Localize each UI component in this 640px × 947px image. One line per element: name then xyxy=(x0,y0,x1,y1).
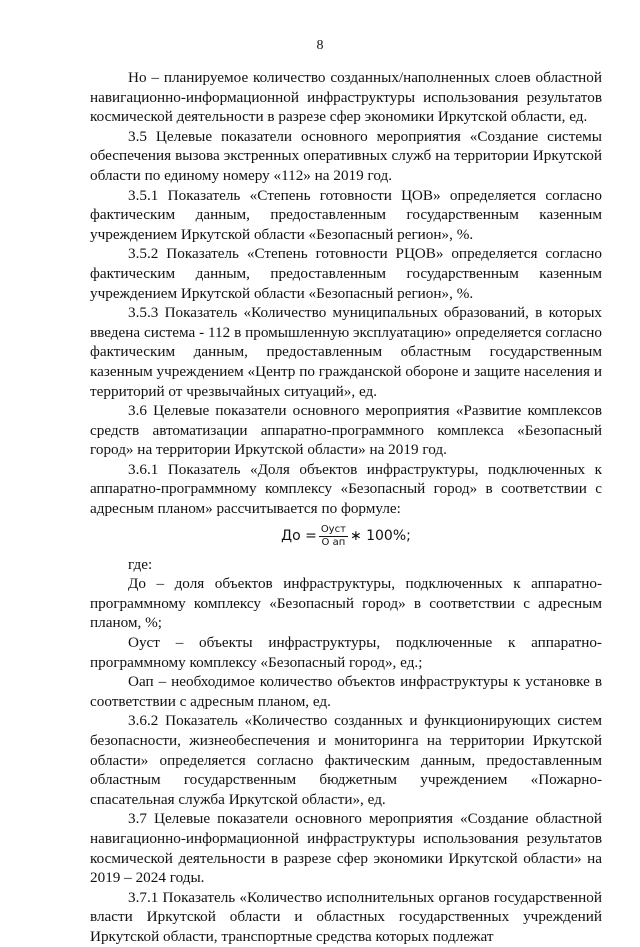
paragraph-no-definition: Но – планируемое количество созданных/наполненных слоев областной навигационно-информационной инфраструктуры использования результатов космической деятельности в разрезе сфер экономики Иркутской области, ед. xyxy=(90,69,602,126)
formula-rhs: ∗ 100%; xyxy=(349,527,411,544)
formula-lhs: До = xyxy=(281,527,317,544)
formula-fraction xyxy=(319,524,348,549)
paragraph-3-6-1: 3.6.1 Показатель «Доля объектов инфраструктуры, подключенных к аппаратно-программному комплексу «Безопасный город» в соответствии с адресным планом» рассчитывается по формуле: xyxy=(90,460,602,518)
paragraph-3-7: 3.7 Целевые показатели основного мероприятия «Создание областной навигационно-информационной инфраструктуры использования результатов космической деятельности в разрезе сфер экономики Иркутской области» на 2019 – 2024 годы. xyxy=(90,810,602,887)
formula-denominator: О ап xyxy=(321,537,346,549)
page-number: 8 xyxy=(316,38,324,53)
definition-oust: Оуст – объекты инфраструктуры, подключенные к аппаратно-программному комплексу «Безопасный город», ед.; xyxy=(90,634,602,671)
paragraph-3-5-3: 3.5.3 Показатель «Количество муниципальных образований, в которых введена система - 112 в промышленную эксплуатацию» определяется согласно фактическим данным, предоставленным областным государственным казенным учреждением «Центр по гражданской обороне и защите населения и территорий от чрезвычайных ситуаций», ед. xyxy=(90,304,602,400)
where-label: где: xyxy=(128,555,153,573)
paragraph-3-5-1: 3.5.1 Показатель «Степень готовности ЦОВ» определяется согласно фактическим данным, предоставленным государственным казенным учреждением Иркутской области «Безопасный регион», %. xyxy=(90,186,602,243)
paragraph-3-5-2: 3.5.2 Показатель «Степень готовности РЦОВ» определяется согласно фактическим данным, предоставленным государственным казенным учреждением Иркутской области «Безопасный регион», %. xyxy=(90,245,602,302)
paragraph-3-7-1: 3.7.1 Показатель «Количество исполнительных органов государственной власти Иркутской области и областных государственных учреждений Иркутской области, транспортные средства которых подлежат xyxy=(90,888,602,945)
paragraph-3-6-2: 3.6.2 Показатель «Количество созданных и функционирующих систем безопасности, жизнеобеспечения и мониторинга на территории Иркутской области» определяется согласно фактическим данным, предоставленным областным государственным бюджетным учреждением «Пожарно-спасательная служба Иркутской области», ед. xyxy=(90,712,602,808)
formula xyxy=(90,519,602,555)
paragraph-3-6: 3.6 Целевые показатели основного мероприятия «Развитие комплексов средств автоматизации аппаратно-программного комплекса «Безопасный город» на территории Иркутской области» на 2019 год. xyxy=(90,402,602,459)
document-body xyxy=(90,68,602,947)
definition-oap: Оап – необходимое количество объектов инфраструктуры к установке в соответствии с адресным планом, ед. xyxy=(90,673,602,710)
paragraph-3-5: 3.5 Целевые показатели основного мероприятия «Создание системы обеспечения вызова экстренных оперативных служб на территории Иркутской области по единому номеру «112» на 2019 год. xyxy=(90,127,602,184)
formula-numerator: Оуст xyxy=(320,524,346,536)
definition-do: До – доля объектов инфраструктуры, подключенных к аппаратно-программному комплексу «Безопасный город» в соответствии с адресным планом, %; xyxy=(90,575,602,632)
